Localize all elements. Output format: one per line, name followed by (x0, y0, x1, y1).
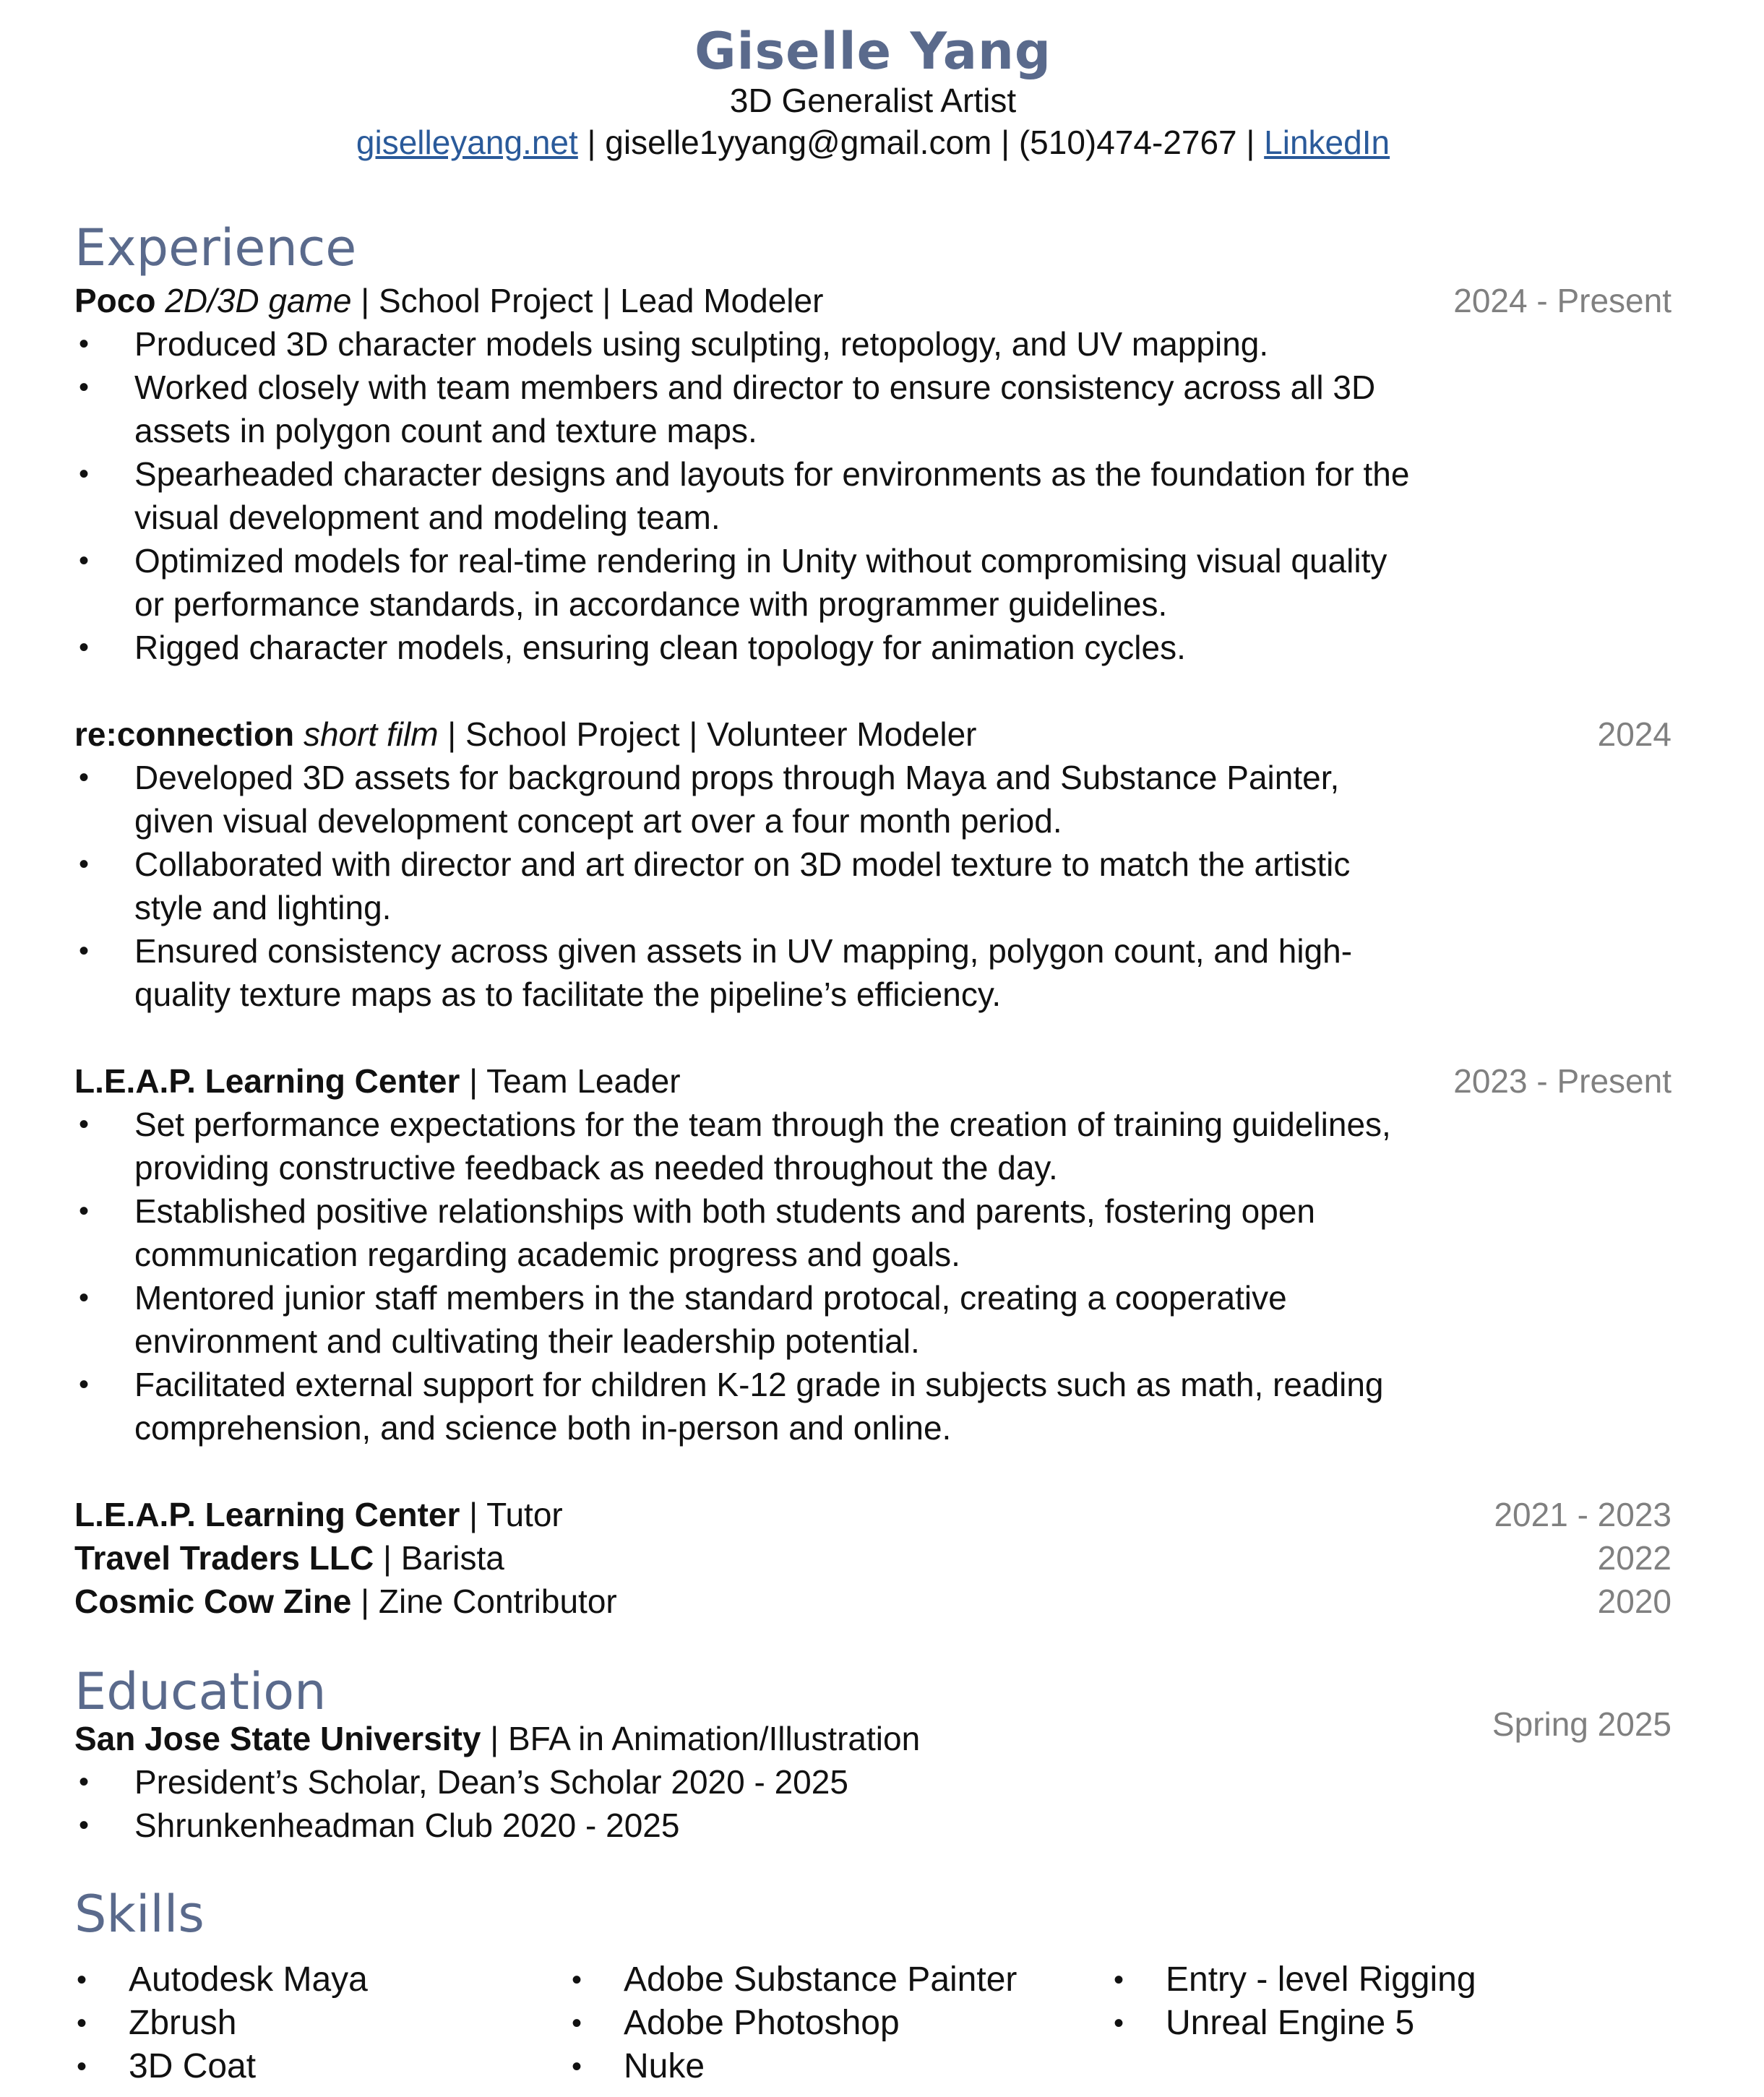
skill-item: • Adobe Photoshop (569, 2002, 1017, 2045)
list-item: • Mentored junior staff members in the standard protocal, creating a cooperative environment and cultivating their leadership potential. (74, 1276, 1419, 1363)
entry-org: Travel Traders LLC (74, 1539, 374, 1577)
entry-date: 2024 (1597, 715, 1672, 753)
list-item: • Established positive relationships with both students and parents, fostering open communication regarding academic progress and goals. (74, 1189, 1419, 1276)
entry-date: 2020 (1597, 1583, 1672, 1620)
entry-details: | School Project | Lead Modeler (351, 282, 824, 319)
list-item: • Facilitated external support for children K-12 grade in subjects such as math, reading comprehension, and science both in-person and online. (74, 1363, 1419, 1450)
entry-org: L.E.A.P. Learning Center (74, 1062, 460, 1100)
separator: | (1236, 124, 1265, 161)
skill-item: • Nuke (569, 2045, 1017, 2088)
list-item: • Optimized models for real-time rendering in Unity without compromising visual quality or performance standards, in accordance with programmer guidelines. (74, 539, 1419, 626)
skills-column-3 (1111, 1958, 1476, 2045)
education-bullets (74, 1760, 1419, 1847)
entry-details: | Team Leader (460, 1062, 681, 1100)
separator: | (991, 124, 1019, 161)
skills-column-2 (569, 1958, 1017, 2088)
list-item: • Collaborated with director and art director on 3D model texture to match the artistic style and lighting. (74, 843, 1419, 929)
list-item: • Spearheaded character designs and layouts for environments as the foundation for the visual development and modeling team. (74, 452, 1419, 539)
list-item: • Rigged character models, ensuring clean topology for animation cycles. (74, 626, 1419, 669)
entry-details: | School Project | Volunteer Modeler (438, 715, 977, 753)
skills-column-1 (74, 1958, 368, 2088)
experience-heading: Experience (74, 218, 357, 277)
entry-org: Cosmic Cow Zine (74, 1583, 352, 1620)
candidate-role: 3D Generalist Artist (729, 82, 1017, 119)
entry-org: re:connection (74, 715, 295, 753)
entry-org: Poco (74, 282, 156, 319)
experience-entry-poco (74, 279, 1672, 322)
skill-item: • Entry - level Rigging (1111, 1958, 1476, 2002)
experience-entry-reconnection (74, 712, 1672, 756)
skills-heading: Skills (74, 1885, 205, 1944)
list-item: • Set performance expectations for the team through the creation of training guidelines, providing constructive feedback as needed throughout the day. (74, 1103, 1419, 1189)
entry-date: 2024 - Present (1453, 282, 1672, 319)
experience-entry-leap-team-leader (74, 1059, 1672, 1103)
linkedin-link[interactable]: LinkedIn (1264, 124, 1390, 161)
entry-date: Spring 2025 (1492, 1705, 1672, 1743)
entry-date: 2021 - 2023 (1494, 1496, 1672, 1533)
contact-line (74, 123, 1672, 162)
entry-org: San Jose State University (74, 1720, 481, 1757)
candidate-name: Giselle Yang (694, 22, 1051, 81)
skill-item: • Adobe Substance Painter (569, 1958, 1017, 2002)
entry-date: 2023 - Present (1453, 1062, 1672, 1100)
entry-type: short film (303, 715, 439, 753)
phone-text: (510)474-2767 (1018, 124, 1237, 161)
education-entry (74, 1705, 1672, 1760)
skill-item: • Autodesk Maya (74, 1958, 368, 2002)
website-link[interactable]: giselleyang.net (356, 124, 578, 161)
skill-item: • 3D Coat (74, 2045, 368, 2088)
entry-date: 2022 (1597, 1539, 1672, 1577)
entry-bullets (74, 1103, 1419, 1450)
entry-bullets (74, 322, 1419, 669)
entry-type: 2D/3D game (165, 282, 352, 319)
list-item: • President’s Scholar, Dean’s Scholar 2020 - 2025 (74, 1760, 1419, 1804)
entry-bullets (74, 756, 1419, 1016)
list-item: • Ensured consistency across given assets in UV mapping, polygon count, and high-quality texture maps as to facilitate the pipeline’s efficiency. (74, 929, 1419, 1016)
list-item: • Worked closely with team members and director to ensure consistency across all 3D assets in polygon count and texture maps. (74, 366, 1419, 452)
experience-entry-cosmic-cow (74, 1580, 1672, 1623)
experience-entry-leap-tutor (74, 1493, 1672, 1536)
skill-item: • Zbrush (74, 2002, 368, 2045)
entry-details: | BFA in Animation/Illustration (481, 1720, 921, 1757)
list-item: • Developed 3D assets for background props through Maya and Substance Painter, given visual development concept art over a four month period. (74, 756, 1419, 843)
experience-entry-travel-traders (74, 1536, 1672, 1580)
skill-item: • Unreal Engine 5 (1111, 2002, 1476, 2045)
education-heading: Education (74, 1662, 327, 1721)
separator: | (577, 124, 606, 161)
entry-details: | Barista (374, 1539, 504, 1577)
list-item: • Shrunkenheadman Club 2020 - 2025 (74, 1804, 1419, 1847)
list-item: • Produced 3D character models using sculpting, retopology, and UV mapping. (74, 322, 1419, 366)
entry-details: | Zine Contributor (351, 1583, 617, 1620)
email-text: giselle1yyang@gmail.com (605, 124, 992, 161)
entry-details: | Tutor (460, 1496, 563, 1533)
entry-org: L.E.A.P. Learning Center (74, 1496, 460, 1533)
